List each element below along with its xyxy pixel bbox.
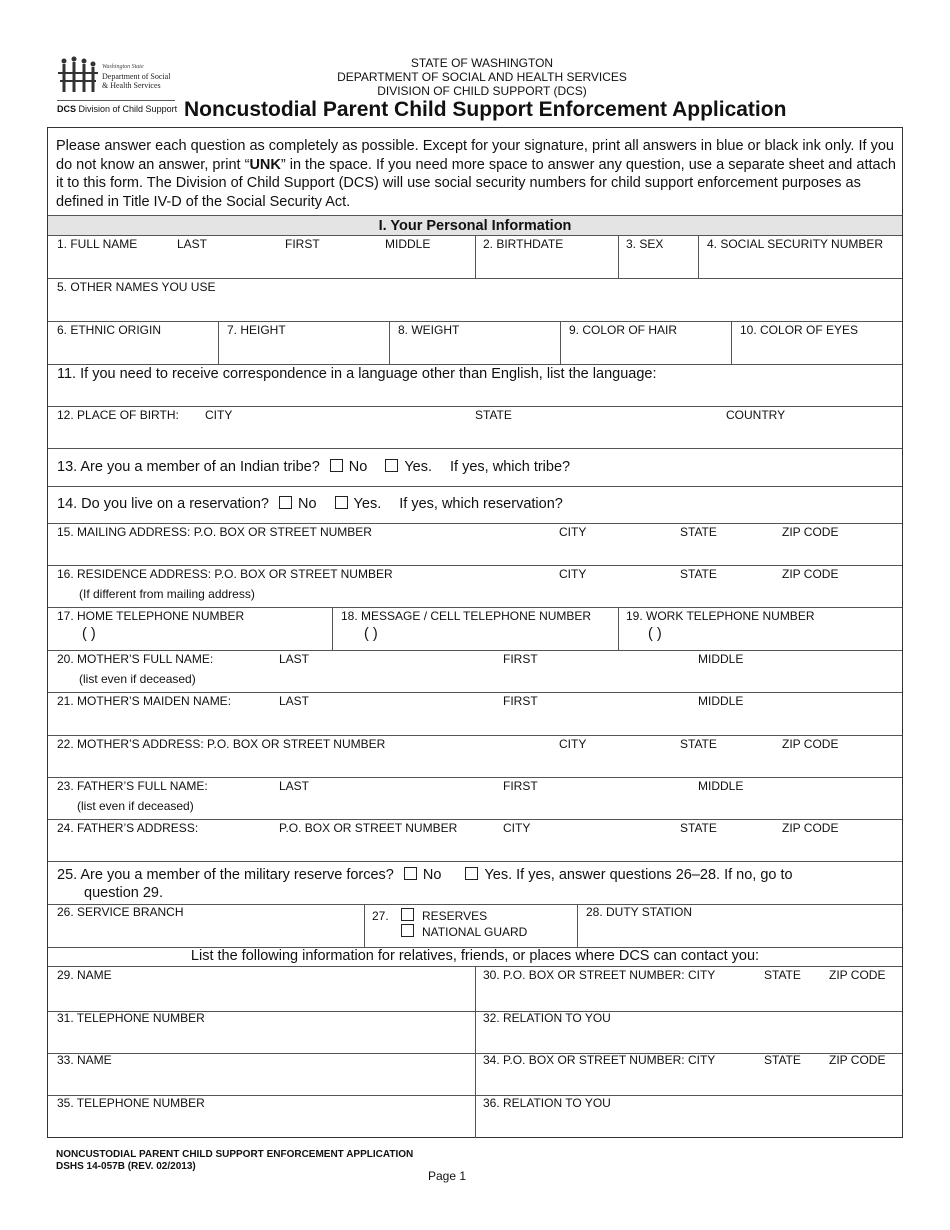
field-34-label: 34. P.O. BOX OR STREET NUMBER: CITY <box>483 1053 716 1067</box>
form-title: Noncustodial Parent Child Support Enforcement Application <box>184 98 787 121</box>
field-27-reserves-checkbox[interactable] <box>401 908 414 921</box>
field-16-city: CITY <box>559 567 587 581</box>
field-18-label: 18. MESSAGE / CELL TELEPHONE NUMBER <box>341 609 592 623</box>
field-15-label: 15. MAILING ADDRESS: P.O. BOX OR STREET NUMBER <box>57 525 372 539</box>
field-30-state: STATE <box>764 968 801 982</box>
field-23-middle: MIDDLE <box>698 779 744 793</box>
field-27-guard-checkbox[interactable] <box>401 924 414 937</box>
contact-heading: List the following information for relatives, friends, or places where DCS can contact you: <box>190 948 760 964</box>
field-1-label: 1. FULL NAME <box>57 237 138 251</box>
field-21-middle: MIDDLE <box>698 694 744 708</box>
logo-dcs-line <box>57 104 177 114</box>
field-33-label: 33. NAME <box>57 1053 112 1067</box>
field-17-label: 17. HOME TELEPHONE NUMBER <box>57 609 245 623</box>
page-number: Page 1 <box>428 1169 467 1183</box>
field-5-label: 5. OTHER NAMES YOU USE <box>57 280 216 294</box>
intro-unk: UNK <box>249 156 281 173</box>
field-25-no-label: No <box>422 867 442 883</box>
field-24-city: CITY <box>503 821 531 835</box>
field-27-reserves-row <box>393 908 487 923</box>
intro-paragraph <box>56 137 898 211</box>
field-22-state: STATE <box>680 737 717 751</box>
field-3-label: 3. SEX <box>626 237 664 251</box>
field-13-question: 13. Are you a member of an Indian tribe? <box>57 459 320 475</box>
field-23-first: FIRST <box>503 779 538 793</box>
field-30-label: 30. P.O. BOX OR STREET NUMBER: CITY <box>483 968 716 982</box>
field-20-label: 20. MOTHER’S FULL NAME: <box>57 652 214 666</box>
field-13-tail: If yes, which tribe? <box>450 459 571 475</box>
field-15-city: CITY <box>559 525 587 539</box>
field-23-label: 23. FATHER’S FULL NAME: <box>57 779 208 793</box>
logo-dept-line2: & Health Services <box>102 81 161 90</box>
field-12-country: COUNTRY <box>726 408 786 422</box>
field-27-reserves-label: RESERVES <box>422 909 488 923</box>
field-22-city: CITY <box>559 737 587 751</box>
field-26-label: 26. SERVICE BRANCH <box>57 905 184 919</box>
field-11-label: 11. If you need to receive correspondence in a language other than English, list the language: <box>57 366 657 382</box>
field-7-label: 7. HEIGHT <box>227 323 286 337</box>
field-14-yes-label: Yes. <box>353 496 382 512</box>
field-24-state: STATE <box>680 821 717 835</box>
field-14-question: 14. Do you live on a reservation? <box>57 496 269 512</box>
agency-block <box>300 56 664 98</box>
field-1-last: LAST <box>177 237 208 251</box>
agency-line-state: STATE OF WASHINGTON <box>410 56 554 70</box>
field-25-question: 25. Are you a member of the military reserve forces? <box>57 867 394 883</box>
field-22-zip: ZIP CODE <box>782 737 839 751</box>
field-28-label: 28. DUTY STATION <box>586 905 693 919</box>
field-25-yes-label: Yes. If yes, answer questions 26–28. If no, go to <box>484 867 793 883</box>
field-16-zip: ZIP CODE <box>782 567 839 581</box>
field-13-row <box>57 459 570 475</box>
field-27-guard-label: NATIONAL GUARD <box>422 925 528 939</box>
field-36-label: 36. RELATION TO YOU <box>483 1096 611 1110</box>
application-form <box>47 127 903 1138</box>
field-12-label: 12. PLACE OF BIRTH: <box>57 408 179 422</box>
field-25-continuation: question 29. <box>84 885 164 901</box>
field-21-first: FIRST <box>503 694 538 708</box>
field-14-row <box>57 496 563 512</box>
field-21-label: 21. MOTHER’S MAIDEN NAME: <box>57 694 232 708</box>
field-19-area-code: ( ) <box>648 626 662 642</box>
footer-form-number: DSHS 14-057B (REV. 02/2013) <box>56 1161 196 1172</box>
field-16-note: (If different from mailing address) <box>79 587 255 601</box>
field-9-label: 9. COLOR OF HAIR <box>569 323 678 337</box>
intro-part1: Please answer each question as completely as possible. Except for your signature, print all answers in blue or black ink only. If you do not know an answer, print “ <box>56 138 894 173</box>
field-30-zip: ZIP CODE <box>829 968 886 982</box>
field-29-label: 29. NAME <box>57 968 112 982</box>
logo-dept-line1: Department of Social <box>102 72 171 81</box>
field-20-first: FIRST <box>503 652 538 666</box>
intro-part2: ” in the space. If you need more space to answer any question, use a separate sheet and attach it to this form. The Division of Child Support (DCS) will use social security numbers for child support enforcement purposes as defined in Title IV-D of the Social Security Act. <box>56 156 896 210</box>
field-2-label: 2. BIRTHDATE <box>483 237 564 251</box>
field-14-tail: If yes, which reservation? <box>399 496 563 512</box>
field-27-label: 27. <box>372 909 389 923</box>
field-20-note: (list even if deceased) <box>79 672 196 686</box>
field-13-no-checkbox[interactable] <box>330 459 343 472</box>
logo-dcs-abbrev: DCS <box>57 104 77 114</box>
field-20-last: LAST <box>279 652 310 666</box>
field-19-label: 19. WORK TELEPHONE NUMBER <box>626 609 815 623</box>
field-23-last: LAST <box>279 779 310 793</box>
field-15-state: STATE <box>680 525 717 539</box>
field-6-label: 6. ETHNIC ORIGIN <box>57 323 162 337</box>
field-10-label: 10. COLOR OF EYES <box>740 323 859 337</box>
field-1-first: FIRST <box>285 237 320 251</box>
field-14-no-label: No <box>298 496 317 512</box>
field-13-yes-checkbox[interactable] <box>385 459 398 472</box>
field-35-label: 35. TELEPHONE NUMBER <box>57 1096 205 1110</box>
field-25-yes-checkbox[interactable] <box>465 867 478 880</box>
field-13-yes-label: Yes. <box>404 459 433 475</box>
field-15-zip: ZIP CODE <box>782 525 839 539</box>
field-8-label: 8. WEIGHT <box>398 323 460 337</box>
logo-state-text: Washington State <box>102 64 144 70</box>
field-24-label: 24. FATHER’S ADDRESS: <box>57 821 199 835</box>
field-23-note: (list even if deceased) <box>77 799 194 813</box>
field-32-label: 32. RELATION TO YOU <box>483 1011 611 1025</box>
field-22-label: 22. MOTHER’S ADDRESS: P.O. BOX OR STREET NUMBER <box>57 737 386 751</box>
footer-form-name: NONCUSTODIAL PARENT CHILD SUPPORT ENFORCEMENT APPLICATION <box>56 1149 414 1160</box>
field-25-no-checkbox[interactable] <box>404 867 417 880</box>
field-25-row <box>57 867 793 883</box>
field-16-label: 16. RESIDENCE ADDRESS: P.O. BOX OR STREET NUMBER <box>57 567 393 581</box>
agency-line-division: DIVISION OF CHILD SUPPORT (DCS) <box>377 84 587 98</box>
field-34-state: STATE <box>764 1053 801 1067</box>
field-34-zip: ZIP CODE <box>829 1053 886 1067</box>
field-13-no-label: No <box>348 459 368 475</box>
field-16-state: STATE <box>680 567 717 581</box>
field-20-middle: MIDDLE <box>698 652 744 666</box>
field-12-city: CITY <box>205 408 233 422</box>
field-27-guard-row <box>393 924 527 939</box>
field-24-zip: ZIP CODE <box>782 821 839 835</box>
field-1-middle: MIDDLE <box>385 237 431 251</box>
logo-dcs-name: Division of Child Support <box>78 104 178 114</box>
agency-line-dept: DEPARTMENT OF SOCIAL AND HEALTH SERVICES <box>337 70 627 84</box>
field-31-label: 31. TELEPHONE NUMBER <box>57 1011 205 1025</box>
field-18-area-code: ( ) <box>364 626 378 642</box>
field-14-yes-checkbox[interactable] <box>335 496 348 509</box>
field-24-po: P.O. BOX OR STREET NUMBER <box>279 821 458 835</box>
field-21-last: LAST <box>279 694 310 708</box>
field-14-no-checkbox[interactable] <box>279 496 292 509</box>
field-17-area-code: ( ) <box>82 626 96 642</box>
field-4-label: 4. SOCIAL SECURITY NUMBER <box>707 237 884 251</box>
field-12-state: STATE <box>475 408 512 422</box>
section1-header: I. Your Personal Information <box>48 216 902 236</box>
